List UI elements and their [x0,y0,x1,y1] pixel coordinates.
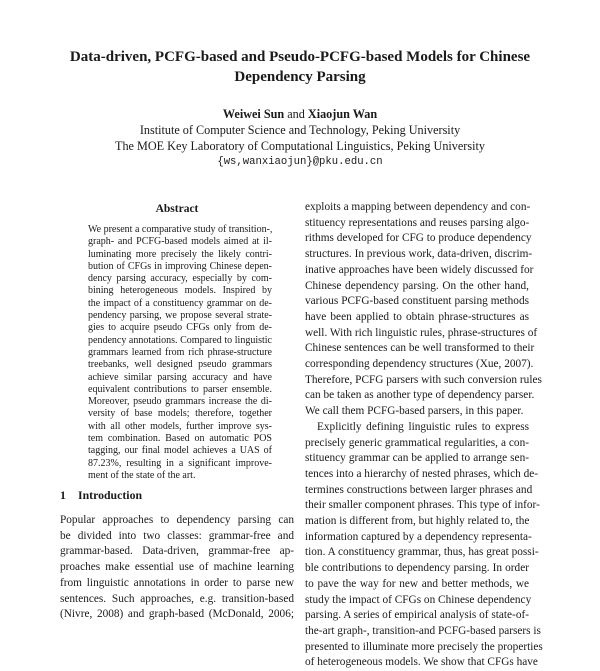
body-line: to pave the way for new and better methods, we [305,577,529,590]
author-names [40,106,560,122]
section-number: 1 [60,488,66,502]
abstract-line: bution of CFGs in improving Chinese depen- [88,260,272,272]
body-line: proaches make essential use of machine learning [60,561,294,574]
body-line: corresponding dependency structures (Xue, 2007). [305,358,534,371]
intro-paragraph [60,513,294,623]
body-line: exploits a mapping between dependency and con- [305,201,531,213]
abstract-line: tem combination. Based on automatic POS [88,433,272,445]
body-line: be divided into two classes: grammar-free and [60,529,294,542]
section-heading [60,488,142,503]
body-line: ble contributions to dependency parsing. In order [305,562,529,575]
abstract-line: achieve similar parsing accuracy and have [88,371,272,383]
abstract-line: the impact of a constituency grammar on de- [88,297,272,309]
author-block [40,106,560,170]
author-name: Xiaojun Wan [307,107,378,121]
body-line: the-art graph-, transition-and PCFG-based parsers is [305,624,541,637]
abstract-line: luminating more precisely the likely contri- [88,248,272,260]
body-line: (Nivre, 2008) and graph-based (McDonald, 2006; [60,608,294,621]
body-line: their smaller component phrases. This type of infor- [305,499,540,512]
abstract-line: 87.23%, resulting in a significant improve- [88,457,272,469]
body-line: of heterogeneous models. We show that CFGs have [305,656,538,669]
paper-title [40,47,560,87]
abstract-line: tagging, our final model achieves a UAS of [88,445,272,457]
body-line: tences into a hierarchy of nested phrases, which de- [305,467,539,480]
body-line: stituency representations and reuses parsing algo- [305,216,530,229]
body-line: can be taken as another type of dependency parser. [305,389,535,402]
abstract-line: versity of base models; therefore, together [88,408,272,420]
body-line: have been applied to obtain phrase-structures as [305,310,529,323]
body-line: We call them PCFG-based parsers, in this paper. [305,405,524,418]
author-name: Weiwei Sun [222,107,285,121]
abstract-line: gies to acquire pseudo CFGs only from de- [88,322,272,334]
abstract-line: equivalent contributions to parser ensemble. [88,383,272,395]
body-line: mation is different from, but highly related to, the [305,515,530,528]
abstract-body [88,224,272,482]
body-line: Popular approaches to dependency parsing can [60,514,294,526]
title-line: Data-driven, PCFG-based and Pseudo-PCFG-based Models for Chinese [69,49,531,65]
affiliation: The MOE Key Laboratory of Computational Linguistics, Peking University [115,139,485,153]
body-line: information captured by a dependency representa- [305,530,532,543]
body-line: Chinese sentences can be well transformed to their [305,342,535,355]
body-line: precisely generic grammatical regularities, a con- [305,436,529,449]
section-title: Introduction [78,488,143,502]
body-line: stituency grammar can be applied to arrange sen- [305,452,529,465]
abstract-line: Moreover, pseudo grammars increase the di- [88,396,272,408]
body-line: inative approaches have been widely discussed for [305,263,534,276]
body-line: parsing. A series of empirical analysis of state-of- [305,609,529,622]
affiliation: Institute of Computer Science and Technology, Peking University [139,123,461,137]
body-line: tion. A constituency grammar, thus, has great possi- [305,546,539,559]
body-line: Therefore, PCFG parsers with such conversion rules [305,373,542,386]
abstract-line: ment of the state of the art. [88,469,196,481]
body-line: various PCFG-based constituent parsing methods [305,295,529,308]
body-line: structures. In previous work, data-driven, discrim- [305,248,533,261]
abstract-line: We present a comparative study of transition-, [88,224,273,235]
body-line: from linguistic annotations in order to parse new [60,576,294,589]
abstract-line: pendency parsing, we propose several strate- [88,310,272,322]
title-line: Dependency Parsing [234,69,366,85]
body-paragraph [305,200,542,420]
right-column [305,200,543,671]
author-email: {ws,wanxiaojun}@pku.edu.cn [217,156,383,168]
body-line: well. With rich linguistic rules, phrase-structures of [305,326,538,339]
abstract-line: treebanks, well designed pseudo grammars [88,359,272,371]
abstract-line: grammars learned from rich phrase-structure [88,346,272,358]
abstract-line: bining heterogeneous models. Inspired by [88,285,272,297]
body-line: study the impact of CFGs on Chinese dependency [305,593,532,606]
body-line: rithms developed for CFG to produce dependency [305,232,532,245]
body-line: grammar-based. Data-driven, grammar-free ap- [60,545,294,558]
body-line: presented to illuminate more precisely the properties [305,640,543,653]
body-line: termines constructions between larger phrases and [305,483,533,496]
abstract-line: pendency annotations. Compared to linguistic [88,334,272,346]
body-line: Chinese dependency parsing. On the other hand, [305,279,529,292]
body-paragraph [305,420,543,671]
abstract-heading: Abstract [155,203,199,215]
author-conjunction: and [287,107,305,121]
abstract-line: with all other models, further improve sys- [88,420,272,432]
abstract-line: graph- and PCFG-based models aimed at il- [88,236,272,248]
abstract-line: dency parsing accuracy, especially by com- [88,273,272,285]
body-line: sentences. Such approaches, e.g. transition-based [60,592,294,605]
body-line: Explicitly defining linguistic rules to express [317,420,529,433]
